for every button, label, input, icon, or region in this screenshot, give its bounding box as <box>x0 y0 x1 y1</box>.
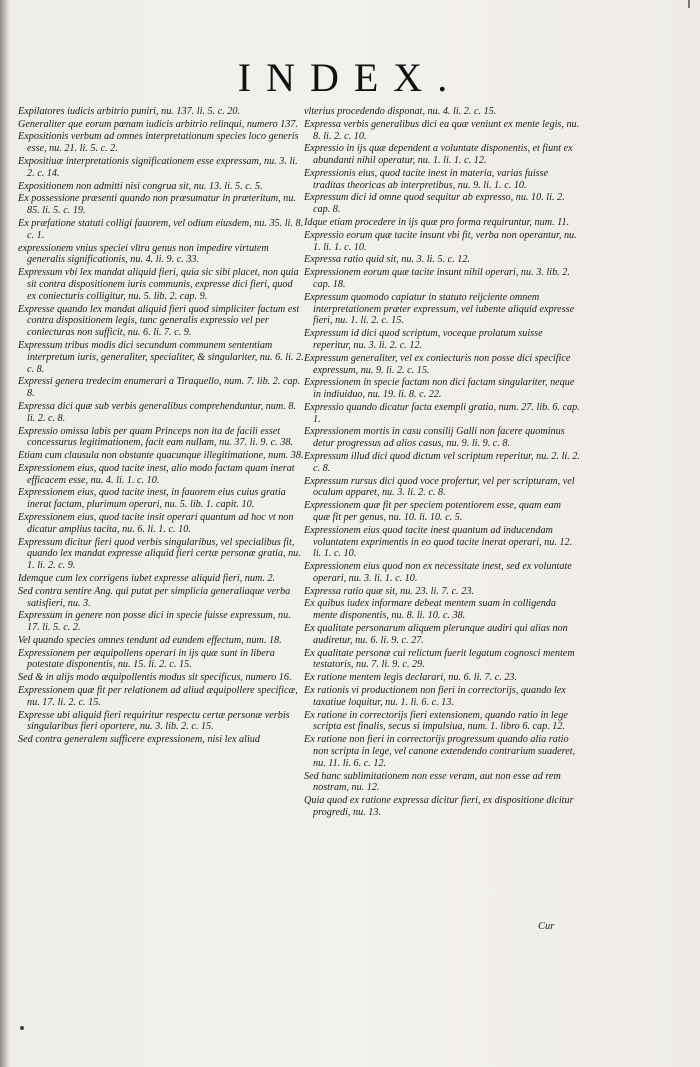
index-entry: Expresse quando lex mandat aliquid fieri quod simpliciter factum est contra dispositionem legis, tunc generalis expressio vel per coniecturas non sufficit, nu. 6. li. 7. c. 9. <box>18 303 300 339</box>
index-entry: Expressio in ijs quæ dependent a voluntate disponentis, et fiunt ex abundanti nihil operatur, nu. 1. li. 1. c. 12. <box>304 143 573 167</box>
index-entry: Ex possessione præsenti quando non præsumatur in præteritum, nu. 85. li. 5. c. 19. <box>18 193 296 217</box>
index-column-left <box>18 106 304 747</box>
index-entry: Expositionem non admitti nisi congrua sit, nu. 13. li. 5. c. 5. <box>18 180 263 192</box>
index-entry: Expressum illud dici quod dictum vel scriptum reperitur, nu. 2. li. 2. c. 8. <box>304 450 580 474</box>
index-entry: Ex qualitate personæ cui relictum fuerit legatum cognosci mentem testatoris, nu. 7. li. 9. c. 29. <box>304 647 575 671</box>
index-entry: Expressionem eius, quod tacite inest, in fauorem eius cuius gratia inerat factam, plurimum operari, nu. 5. lib. 1. capit. 10. <box>18 487 286 511</box>
index-entry: Expressa ratio quæ sit, nu. 23. li. 7. c. 23. <box>304 585 474 597</box>
index-entry: Expressionem eius, quod tacite inest, alio modo factam quam inerat efficacem esse, nu. 4. li. 1. c. 10. <box>18 462 295 486</box>
index-entry: Expilatores iudicis arbitrio puniri, nu. 137. li. 5. c. 20. <box>18 106 241 117</box>
index-entry: Vel quando species omnes tendunt ad eundem effectum, num. 18. <box>18 634 282 646</box>
index-entry: Expressionem mortis in casu consilij Galli non facere quominus detur progressus ad alios casus, nu. 9. li. 9. c. 8. <box>304 426 565 450</box>
index-entry: Ex ratione in correctorijs fieri extensionem, quando ratio in lege scripta est finalis, secus si impulsiua, num. 1. libro 6. cap. 12. <box>304 709 568 733</box>
index-entry: Expressi genera tredecim enumerari a Tiraquello, num. 7. lib. 2. cap. 8. <box>18 376 301 400</box>
index-entry: Sed hanc sublimitationem non esse veram, aut non esse ad rem nostram, nu. 12. <box>304 770 561 794</box>
gutter-shadow <box>0 0 10 1067</box>
index-entry: Expressionem eius, quod tacite insit operari quantum ad hoc vt non dicatur amplius tacita, nu. 6. li. 1. c. 10. <box>18 511 294 535</box>
index-entry: Expressionem eius quod non ex necessitate inest, sed ex voluntate operari, nu. 3. li. 1. c. 10. <box>304 561 572 584</box>
index-entry: Expresse ubi aliquid fieri requiritur respectu certæ personæ verbis singularibus fieri oportere, nu. 3. lib. 2. c. 15. <box>18 709 290 733</box>
index-entry: Ex præfatione statuti colligi fauorem, vel odium eiusdem, nu. 35. li. 8. c. 1. <box>18 217 304 241</box>
index-entry: Expressa dici quæ sub verbis generalibus comprehenduntur, num. 8. li. 2. c. 8. <box>18 400 296 424</box>
index-column-right <box>304 106 580 820</box>
index-entry: Sed contra generalem sufficere expressionem, nisi lex aliud <box>18 734 260 746</box>
index-entry: Expressionem quæ fit per speciem potentiorem esse, quam eam quæ fit per genus, nu. 10. li. 10. c. 5. <box>304 500 561 523</box>
index-entry: Expressionis eius, quod tacite inest in materia, varias fuisse traditas theoricas ab interpretibus, nu. 9. li. 1. c. 10. <box>304 167 549 191</box>
index-entry: Expressionem in specie factam non dici factam singulariter, neque in indiuiduo, nu. 19. li. 8. c. 22. <box>304 377 575 401</box>
index-entry: Sed contra sentire Ang. qui putat per simplicia generaliaque verba satisfieri, nu. 3. <box>18 585 291 609</box>
index-entry: Ex rationis vi productionem non fieri in correctorijs, quando lex taxatiue loquitur, nu. 1. li. 6. c. 13. <box>304 684 566 708</box>
index-entry: Expressionem eorum quæ tacite insunt nihil operari, nu. 3. lib. 2. cap. 18. <box>304 267 570 290</box>
index-entry: Expressum generaliter, vel ex coniecturis non posse dici specifice expressum, nu. 9. li. 2. c. 15. <box>304 352 571 376</box>
index-entry: Expressionem eius quod tacite inest quantum ad inducendam voluntatem exprimentis in eo quod tacite inerat operari, nu. 12. li. 1. c. 10. <box>304 524 573 560</box>
index-entry: Expressio quando dicatur facta exempli gratia, num. 27. lib. 6. cap. 1. <box>304 401 580 425</box>
index-entry: Quia quod ex ratione expressa dicitur fieri, ex dispositione dicitur progredi, nu. 13. <box>304 795 574 818</box>
index-entry: Expressio omissa labis per quam Princeps non ita de facili esset concessurus legitimationem, facit eam nullam, nu. 37. li. 9. c. 38. <box>18 425 293 449</box>
index-entry: Idemque cum lex corrigens iubet expresse aliquid fieri, num. 2. <box>18 572 276 584</box>
index-entry: Expressum in genere non posse dici in specie fuisse expressum, nu. 17. li. 5. c. 2. <box>18 610 291 634</box>
index-entry: Expressum vbi lex mandat aliquid fieri, quia sic sibi placet, non quia sit contra dispositionem iuris communis, expresse dici fieri, quod ex coniecturis colligitur, nu. 5. lib. 2. cap. 9. <box>18 267 299 302</box>
index-entry: Idque etiam procedere in ijs quæ pro forma requiruntur, num. 11. <box>304 217 570 229</box>
index-entry: Expressum dicitur fieri quod verbis singularibus, vel specialibus fit, quando lex mandat expresse aliquid fieri certæ personæ gratia, nu. 1. li. 2. c. 9. <box>18 536 301 572</box>
index-entry: Expositionis verbum ad omnes interpretationum species loco generis esse, nu. 21. li. 5. c. 2. <box>18 131 299 155</box>
index-entry: Sed & in alijs modo æquipollentis modus sit specificus, numero 16. <box>18 672 292 684</box>
index-entry: Expressa ratio quid sit, nu. 3. li. 5. c. 12. <box>304 254 471 266</box>
page-title: INDEX. <box>237 55 463 100</box>
index-entry: Expressum tribus modis dici secundum communem sententiam interpretum iuris, generaliter, specialiter, & singulariter, nu. 6. li. 2. c. 8. <box>18 339 304 375</box>
index-entry: Expressum quomodo capiatur in statuto reijciente omnem interpretationem præter expressum, vel iubente aliquid expresse fieri, nu. 1. li. 2. c. 15. <box>304 291 575 327</box>
index-entry: Generaliter que eorum pœnam iudicis arbitrio relinqui, numero 137. <box>18 118 298 130</box>
index-entry: expressionem vnius speciei vltra genus non impedire virtutem generalis significationis, nu. 4. li. 9. c. 33. <box>18 242 269 266</box>
index-entry: Expressionem per æquipollens operari in ijs quæ sunt in libera potestate disponentis, nu. 15. li. 2. c. 15. <box>18 647 275 671</box>
catchword: Cur <box>538 921 555 932</box>
index-entry: Expressio eorum quæ tacite insunt vbi fit, verba non operantur, nu. 1. li. 1. c. 10. <box>304 229 577 253</box>
index-entry: Expressum rursus dici quod voce profertur, vel per scripturam, vel oculum apparet, nu. 3. li. 2. c. 8. <box>304 475 575 499</box>
index-entry: Etiam cum clausula non obstante quacunque illegitimatione, num. 38. <box>18 450 304 462</box>
page-edge-mark <box>688 0 690 8</box>
ink-speck <box>20 1026 24 1030</box>
index-entry: Expositiuæ interpretationis significationem esse expressam, nu. 3. li. 2. c. 14. <box>18 156 298 179</box>
index-entry: Expressa verbis generalibus dici ea quæ veniunt ex mente legis, nu. 8. li. 2. c. 10. <box>304 118 580 142</box>
index-entry: vlterius procedendo disponat, nu. 4. li. 2. c. 15. <box>304 106 497 117</box>
index-entry: Ex qualitate personarum aliquem plerunque audiri qui alias non audiretur, nu. 6. li. 9. c. 27. <box>304 623 568 646</box>
index-entry: Ex quibus iudex informare debeat mentem suam in colligenda mente disponentis, nu. 8. li. 10. c. 38. <box>304 598 556 622</box>
index-entry: Expressionem quæ fit per relationem ad aliud æquipollere specificæ, nu. 17. li. 2. c. 15. <box>18 684 298 708</box>
index-entry: Ex ratione non fieri in correctorijs progressum quando alia ratio non scripta in lege, vel canone extendendo contrarium suaderet, nu. 11. li. 6. c. 12. <box>304 734 576 769</box>
index-entry: Expressum dici id omne quod sequitur ab expresso, nu. 10. li. 2. cap. 8. <box>304 192 565 216</box>
index-entry: Expressum id dici quod scriptum, voceque prolatum suisse reperitur, nu. 3. li. 2. c. 12. <box>304 328 543 351</box>
index-entry: Ex ratione mentem legis declarari, nu. 6. li. 7. c. 23. <box>304 672 518 684</box>
